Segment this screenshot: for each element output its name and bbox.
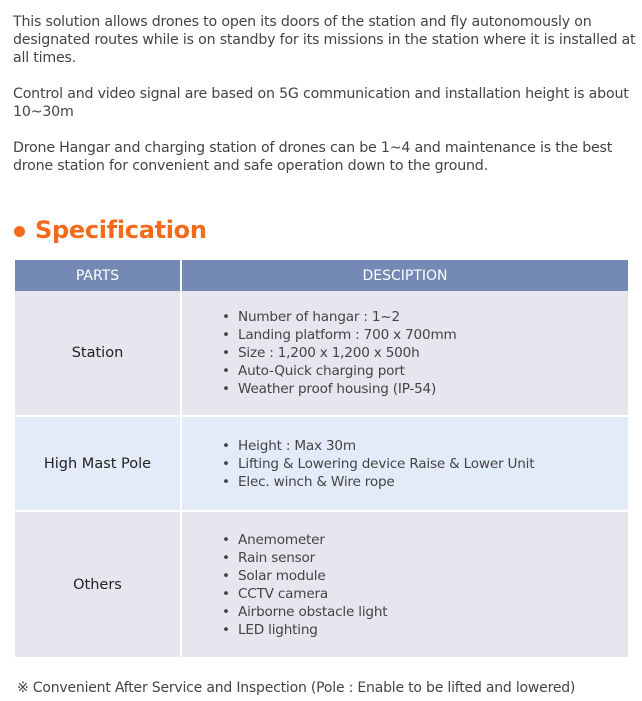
footnote: ※ Convenient After Service and Inspection (Pole : Enable to be lifted and lowered) bbox=[17, 680, 576, 696]
list-item: • Auto-Quick charging port bbox=[222, 362, 628, 380]
part-name: Station bbox=[15, 291, 181, 416]
table-row bbox=[15, 416, 628, 511]
bullet-dot-icon bbox=[14, 226, 25, 237]
list-item: • Lifting & Lowering device Raise & Lower Unit bbox=[222, 455, 628, 473]
column-header-parts: PARTS bbox=[15, 260, 181, 291]
column-header-description: DESCIPTION bbox=[181, 260, 628, 291]
list-item: • Size : 1,200 x 1,200 x 500h bbox=[222, 344, 628, 362]
specification-heading bbox=[14, 213, 207, 247]
intro-paragraph: This solution allows drones to open its doors of the station and fly autonomously on designated routes while is on standby for its missions in the station where it is installed at all times. bbox=[13, 14, 636, 66]
intro-paragraph: Drone Hangar and charging station of drones can be 1~4 and maintenance is the best drone station for convenient and safe operation down to the ground. bbox=[13, 140, 613, 174]
description-list bbox=[182, 437, 628, 491]
list-item: • Rain sensor bbox=[222, 549, 628, 567]
table-row bbox=[15, 291, 628, 416]
intro-paragraph: Control and video signal are based on 5G communication and installation height is about 10~30m bbox=[13, 86, 629, 120]
specification-table bbox=[15, 260, 628, 657]
part-name: Others bbox=[15, 511, 181, 657]
list-item: • Elec. winch & Wire rope bbox=[222, 473, 628, 491]
part-description bbox=[181, 291, 628, 416]
list-item: • Solar module bbox=[222, 567, 628, 585]
description-list bbox=[182, 531, 628, 639]
part-name: High Mast Pole bbox=[15, 416, 181, 511]
list-item: • LED lighting bbox=[222, 621, 628, 639]
section-title: Specification bbox=[35, 216, 207, 244]
list-item: • Airborne obstacle light bbox=[222, 603, 628, 621]
intro-text bbox=[13, 13, 638, 193]
list-item: • Landing platform : 700 x 700mm bbox=[222, 326, 628, 344]
list-item: • Number of hangar : 1~2 bbox=[222, 308, 628, 326]
table-row bbox=[15, 511, 628, 657]
list-item: • Height : Max 30m bbox=[222, 437, 628, 455]
part-description bbox=[181, 511, 628, 657]
table-header-row bbox=[15, 260, 628, 291]
part-description bbox=[181, 416, 628, 511]
description-list bbox=[182, 308, 628, 398]
list-item: • Anemometer bbox=[222, 531, 628, 549]
list-item: • Weather proof housing (IP-54) bbox=[222, 380, 628, 398]
list-item: • CCTV camera bbox=[222, 585, 628, 603]
